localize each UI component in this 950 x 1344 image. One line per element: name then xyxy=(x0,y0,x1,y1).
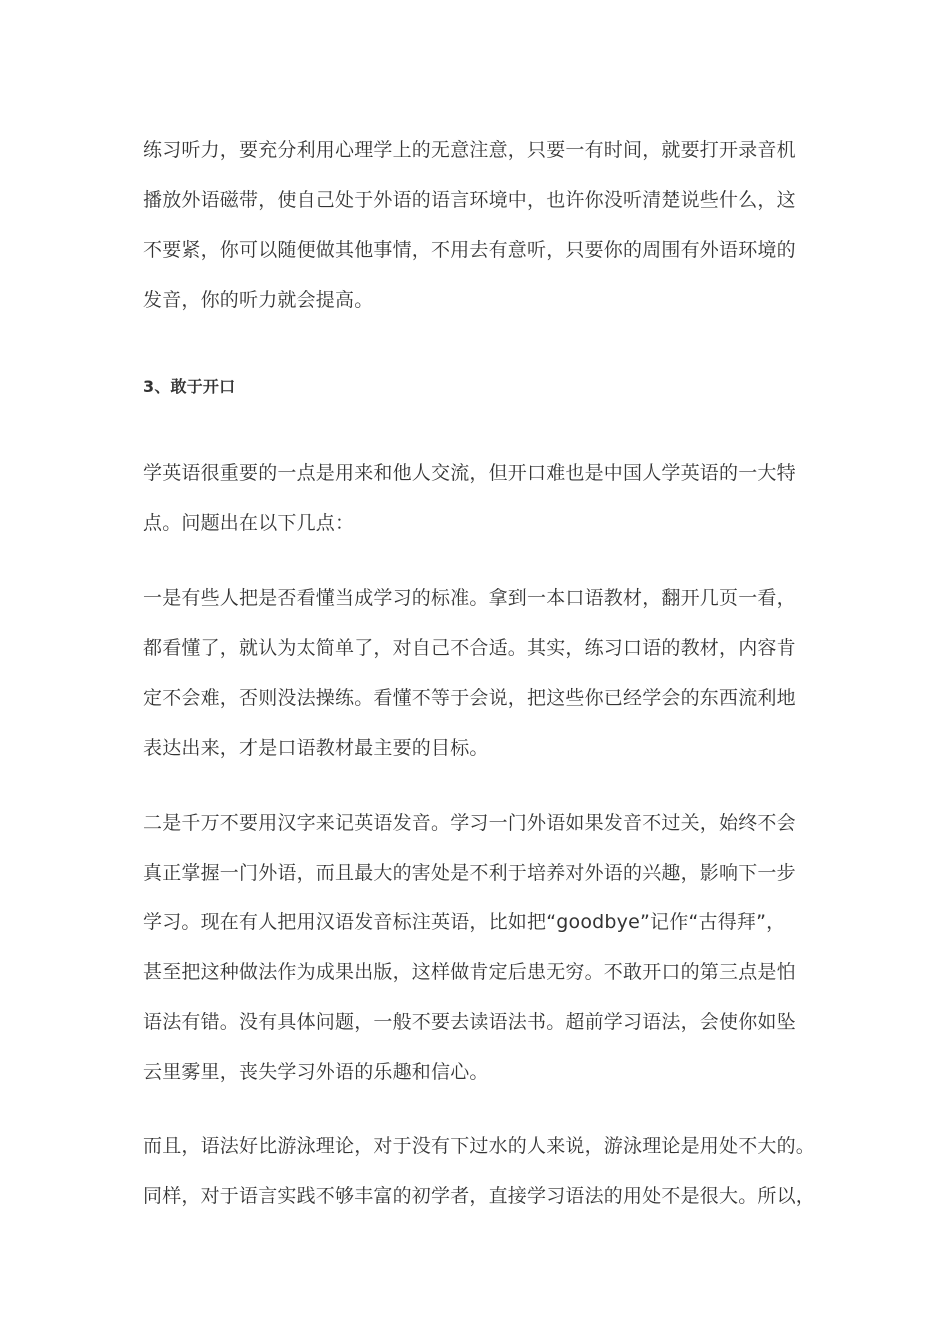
paragraph-line: 语法有错。没有具体问题，一般不要去读语法书。超前学习语法，会使你如坠 xyxy=(143,1011,796,1033)
paragraph-line: 一是有些人把是否看懂当成学习的标准。拿到一本口语教材，翻开几页一看， xyxy=(143,587,796,609)
paragraph-line: 云里雾里，丧失学习外语的乐趣和信心。 xyxy=(143,1061,489,1083)
paragraph-line: 播放外语磁带，使自己处于外语的语言环境中，也许你没听清楚说些什么，这 xyxy=(143,189,796,211)
paragraph-line: 二是千万不要用汉字来记英语发音。学习一门外语如果发音不过关，始终不会 xyxy=(143,812,796,834)
paragraph-line: 不要紧，你可以随便做其他事情，不用去有意听，只要你的周围有外语环境的 xyxy=(143,239,796,261)
paragraph-line: 表达出来，才是口语教材最主要的目标。 xyxy=(143,737,489,759)
paragraph-line: 都看懂了，就认为太简单了，对自己不合适。其实，练习口语的教材，内容肯 xyxy=(143,637,796,659)
paragraph-line: 学英语很重要的一点是用来和他人交流，但开口难也是中国人学英语的一大特 xyxy=(143,462,796,484)
paragraph-line: 点。问题出在以下几点： xyxy=(143,512,355,534)
paragraph-line: 练习听力，要充分利用心理学上的无意注意，只要一有时间，就要打开录音机 xyxy=(143,139,796,161)
paragraph-line: 而且，语法好比游泳理论，对于没有下过水的人来说，游泳理论是用处不大的。 xyxy=(143,1135,816,1157)
section-heading: 3、敢于开口 xyxy=(143,377,236,396)
paragraph-line: 真正掌握一门外语，而且最大的害处是不利于培养对外语的兴趣，影响下一步 xyxy=(143,862,796,884)
paragraph-line: 学习。现在有人把用汉语发音标注英语，比如把“goodbye”记作“古得拜”， xyxy=(143,911,786,933)
paragraph-line: 甚至把这种做法作为成果出版，这样做肯定后患无穷。不敢开口的第三点是怕 xyxy=(143,961,796,983)
paragraph-line: 定不会难，否则没法操练。看懂不等于会说，把这些你已经学会的东西流利地 xyxy=(143,687,796,709)
paragraph-line: 发音，你的听力就会提高。 xyxy=(143,289,374,311)
paragraph-line: 同样，对于语言实践不够丰富的初学者，直接学习语法的用处不是很大。所以， xyxy=(143,1185,816,1207)
